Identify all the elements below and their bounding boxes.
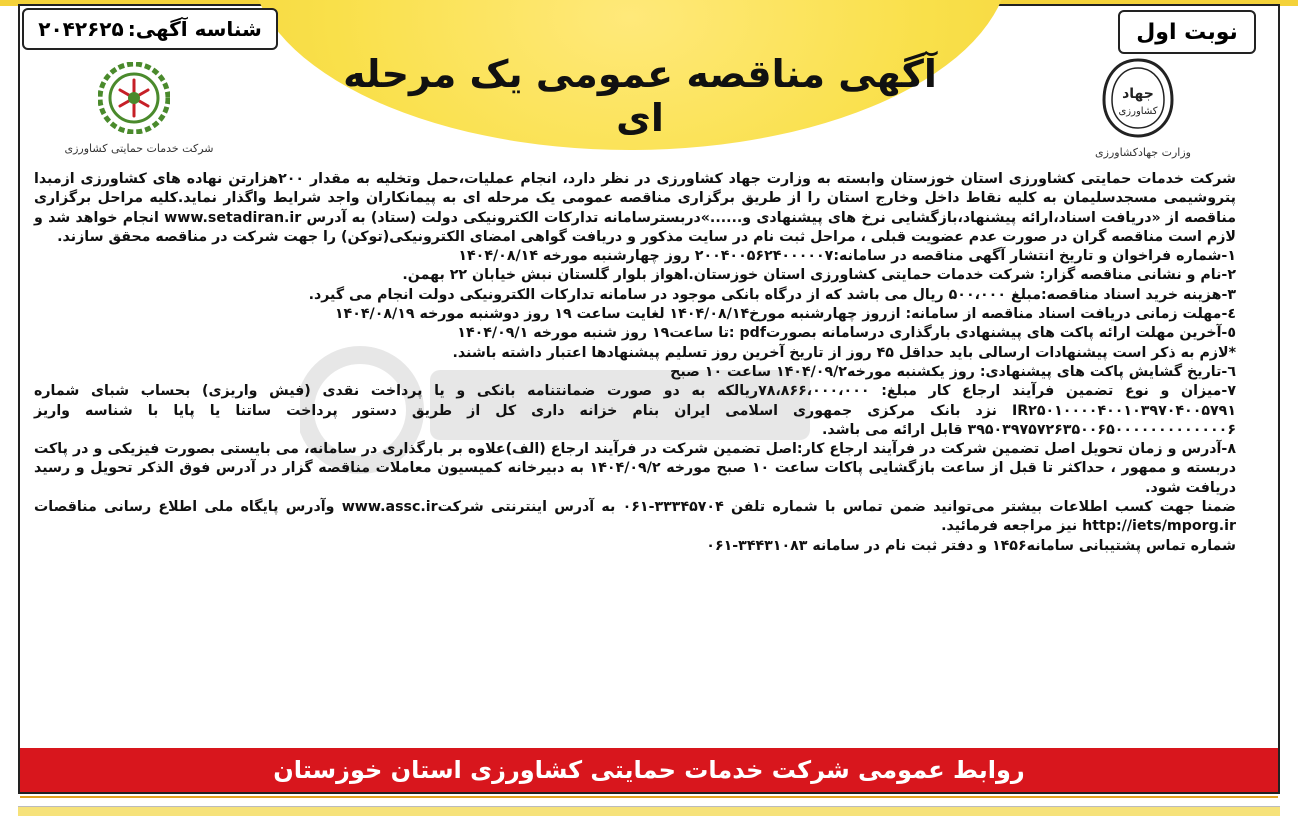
item-8: ۸-آدرس و زمان تحویل اصل تضمین شرکت در فرآیند ارجاع کار:اصل تضمین شرکت در فرآیند ارجاع (الف)علاوه بر بارگذاری در سامانه، می بایستی بصورت فیزیکی و در پاکت دربسته و ممهور ، حداکثر تا قبل از ساعت بازگشایی پاکات ساعت ۱۰ صبح مورخه ۱۴۰۴/۰۹/۲ به دبیرخانه کمیسیون معاملات مناقصه گزار در آدرس فوق الذکر تحویل و رسید دریافت شود. — [34, 441, 1236, 496]
next-ad-edge — [18, 806, 1280, 816]
ad-title: آگهی مناقصه عمومی یک مرحله ای — [343, 52, 937, 140]
footer-underline — [20, 796, 1278, 798]
validity-note: *لازم به ذکر است پیشنهادات ارسالی باید حداقل ۴۵ روز از تاریخ آخرین روز تسلیم پیشنهادها اعتبار داشته باشند. — [452, 344, 1236, 361]
item-2: ۲-نام و نشانی مناقصه گزار: شرکت خدمات حمایتی کشاورزی استان خوزستان.اهواز بلوار گلستان نبش خیابان ۲۲ بهمن. — [402, 267, 1236, 284]
item-5: ٥-آخرین مهلت ارائه پاکت های پیشنهادی بارگذاری درسامانه بصورتpdf :تا ساعت۱۹ روز شنبه مورخه ۱۴۰۴/۰۹/۱ — [457, 325, 1236, 342]
item-6: ٦-تاریخ گشایش پاکت های پیشنهادی: روز یکشنبه مورخه۱۴۰۴/۰۹/۲ ساعت ۱۰ صبح — [670, 363, 1236, 380]
ad-body — [34, 170, 1236, 556]
round-badge — [1118, 10, 1256, 54]
item-1: ۱-شماره فراخوان و تاریخ انتشار آگهی مناقصه در سامانه:۲۰۰۴۰۰۵۶۲۴۰۰۰۰۰۷ روز چهارشنبه مورخه ۱۴۰۴/۰۸/۱۴ — [458, 248, 1236, 265]
company-logo-icon — [98, 62, 170, 134]
ministry-logo-word1: جهاد — [1122, 86, 1154, 102]
support-line: شماره تماس پشتیبانی سامانه۱۴۵۶ و دفتر ثبت نام در سامانه ۳۴۴۳۱۰۸۳-۰۶۱ — [706, 537, 1236, 554]
ministry-logo-word2: کشاورزی — [1118, 106, 1158, 117]
ministry-logo-caption: وزارت جهادکشاورزی — [1095, 146, 1191, 159]
item-3: ۳-هزینه خرید اسناد مناقصه:مبلغ ۵۰۰،۰۰۰ ریال می باشد که از درگاه بانکی موجود در سامانه تدارکات الکترونیکی دولت انجام می گیرد. — [308, 286, 1236, 303]
notice-id-badge — [22, 8, 278, 50]
footer-text: روابط عمومی شرکت خدمات حمایتی کشاورزی استان خوزستان — [273, 756, 1025, 784]
ministry-logo-icon — [1100, 56, 1176, 140]
notice-id-label: شناسه آگهی: — [127, 17, 262, 41]
intro-paragraph: شرکت خدمات حمایتی کشاورزی استان خوزستان وابسته به وزارت جهاد کشاورزی در نظر دارد، انجام عملیات،حمل وتخلیه به مقدار ۲۰۰هزارتن نهاده های کشاورزی ازمبدا پتروشیمی مسجدسلیمان به کلیه نقاط داخل وخارج استان را از طریق برگزاری مناقصه عمومی یک مرحله ای به پیمانکاران واجد شرایط واگذار نماید.کلیه مراحل برگزاری مناقصه از «دریافت اسناد،ارائه پیشنهاد،بازگشایی نرخ های پیشنهادی و......»دربسترسامانه تدارکات الکترونیکی دولت (ستاد) به آدرس www.setadiran.ir انجام خواهد شد و لازم است مناقصه گران در صورت عدم عضویت قبلی ، مراحل ثبت نام در سایت مذکور و دریافت گواهی امضای الکترونیکی(توکن) را جهت شرکت در مناقصه محقق سازند. — [34, 171, 1236, 245]
notice-id-value: ۲۰۴۲۶۲۵ — [38, 17, 124, 41]
round-label: نوبت اول — [1136, 19, 1238, 45]
contact-paragraph: ضمنا جهت کسب اطلاعات بیشتر می‌توانید ضمن تماس با شماره تلفن ۳۳۳۴۵۷۰۴-۰۶۱ به آدرس اینترنتی شرکتwww.assc.ir وآدرس پایگاه ملی اطلاع رسانی مناقصات http://iets/mporg.ir نیز مراجعه فرمائید. — [34, 499, 1237, 535]
item-7: ۷-میزان و نوع تضمین فرآیند ارجاع کار مبلغ: ۷۸،۸۶۶،۰۰۰،۰۰۰ریالکه به دو صورت ضمانتنامه بانکی و یا پرداخت نقدی (فیش واریزی) بحساب شبای شماره IR۲۵۰۱۰۰۰۰۴۰۰۱۰۳۹۷۰۴۰۰۵۷۹۱ نزد بانک مرکزی جمهوری اسلامی ایران بنام خزانه داری کل از طریق دستور پرداخت ساتنا یا پایا با شناسه واریز ۳۹۵۰۳۹۷۵۷۲۶۳۵۰۰۶۵۰۰۰۰۰۰۰۰۰۰۰۰۰۶ قابل ارائه می باشد. — [34, 383, 1236, 438]
item-4: ٤-مهلت زمانی دریافت اسناد مناقصه از سامانه: ازروز چهارشنبه مورخ۱۴۰۴/۰۸/۱۴ لغایت ساعت ۱۹ روز دوشنبه مورخه ۱۴۰۴/۰۸/۱۹ — [334, 306, 1236, 323]
company-logo-caption: شرکت خدمات حمایتی کشاورزی — [64, 142, 214, 155]
